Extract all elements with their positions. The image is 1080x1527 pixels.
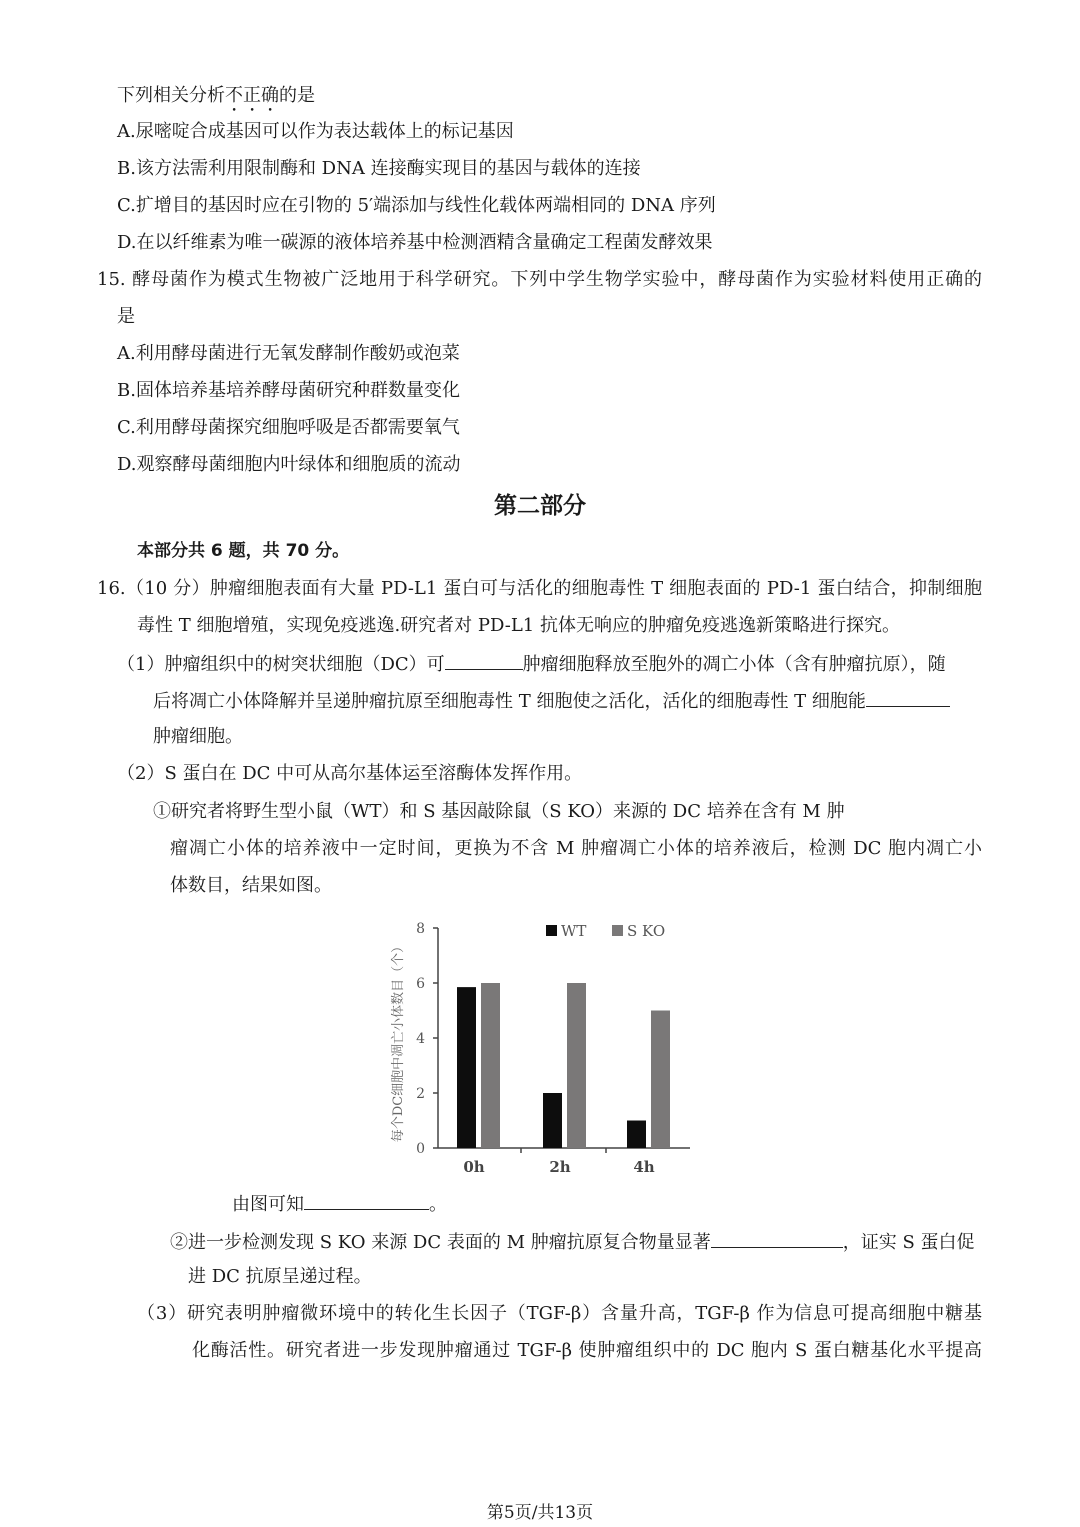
q16-part1-line3: 肿瘤细胞。 [153, 726, 243, 747]
q16-part2-sub1-line2: 瘤凋亡小体的培养液中一定时间，更换为不含 M 肿瘤凋亡小体的培养液后，检测 DC 胞内凋亡小 [170, 838, 982, 859]
legend-swatch [612, 925, 623, 936]
bar-chart [380, 905, 700, 1185]
q15-stem-line1: 15. 酵母菌作为模式生物被广泛地用于科学研究。下列中学生物学实验中，酵母菌作为实验材料使用正确的 [97, 269, 982, 290]
page-footer: 第5页/共13页 [486, 1503, 594, 1523]
q16-part3-line1: （3）研究表明肿瘤微环境中的转化生长因子（TGF-β）含量升高，TGF-β 作为信息可提高细胞中糖基 [137, 1303, 982, 1324]
q16-part2-intro: （2）S 蛋白在 DC 中可从高尔基体运至溶酶体发挥作用。 [117, 763, 583, 784]
section-title: 第二部分 [494, 493, 586, 519]
section-note: 本部分共 6 题，共 70 分。 [137, 541, 350, 561]
sub2-text-b: ，证实 S 蛋白促 [842, 1232, 975, 1253]
sub2-text-a: ②进一步检测发现 S KO 来源 DC 表面的 M 肿瘤抗原复合物量显著 [170, 1232, 711, 1253]
answer-blank-2[interactable] [866, 688, 950, 707]
q16-part2-sub2-line2: 进 DC 抗原呈递过程。 [188, 1266, 372, 1287]
legend-label: S KO [627, 922, 666, 940]
q16-part2-sub2-line1 [170, 1229, 975, 1255]
q16-part1-text-c: 后将凋亡小体降解并呈递肿瘤抗原至细胞毒性 T 细胞使之活化，活化的细胞毒性 T 细胞能 [153, 691, 866, 712]
bar-sko [567, 983, 586, 1148]
q16-part2-sub1-line1: ①研究者将野生型小鼠（WT）和 S 基因敲除鼠（S KO）来源的 DC 培养在含有 M 肿 [153, 801, 845, 822]
q16-part2-sub1-line3: 体数目，结果如图。 [170, 875, 332, 896]
x-tick-label: 0h [463, 1158, 485, 1176]
answer-blank-3[interactable] [304, 1191, 429, 1210]
y-tick-label: 4 [416, 1031, 425, 1047]
q16-part3-line2: 化酶活性。研究者进一步发现肿瘤通过 TGF-β 使肿瘤组织中的 DC 胞内 S 蛋白糖基化水平提高 [192, 1340, 982, 1361]
legend-swatch [546, 925, 557, 936]
y-tick-label: 8 [416, 921, 425, 937]
y-tick-label: 0 [416, 1141, 425, 1157]
bar-sko [651, 1011, 670, 1149]
legend-label: WT [561, 922, 587, 940]
x-tick-label: 2h [549, 1158, 571, 1176]
y-tick-label: 6 [416, 976, 425, 992]
q15-option-a: A.利用酵母菌进行无氧发酵制作酸奶或泡菜 [117, 343, 460, 364]
y-axis-label: 每个DC细胞中凋亡小体数目（个） [391, 939, 406, 1143]
conclusion-prefix: 由图可知 [232, 1194, 304, 1215]
q16-part1-line2 [153, 688, 950, 714]
q15-stem-line2: 是 [117, 306, 135, 327]
q15-option-c: C.利用酵母菌探究细胞呼吸是否都需要氧气 [117, 417, 460, 438]
bar-wt [543, 1093, 562, 1148]
q16-conclusion-line [232, 1191, 447, 1217]
y-tick-label: 2 [416, 1086, 425, 1102]
bar-wt [627, 1121, 646, 1149]
q16-part1-text-b: 肿瘤细胞释放至胞外的凋亡小体（含有肿瘤抗原），随 [522, 654, 946, 675]
q15-option-b: B.固体培养基培养酵母菌研究种群数量变化 [117, 380, 460, 401]
bar-wt [457, 987, 476, 1148]
answer-blank-4[interactable] [711, 1229, 843, 1248]
conclusion-suffix: 。 [429, 1194, 447, 1215]
q16-part1-text-a: （1）肿瘤组织中的树突状细胞（DC）可 [117, 654, 445, 675]
q16-part1-line1 [117, 651, 946, 677]
x-tick-label: 4h [633, 1158, 655, 1176]
q14-option-a: A.尿嘧啶合成基因可以作为表达载体上的标记基因 [117, 121, 514, 142]
q14-option-b: B.该方法需利用限制酶和 DNA 连接酶实现目的基因与载体的连接 [117, 158, 641, 179]
q14-stem-prefix: 下列相关分析 [117, 85, 225, 106]
q14-option-c: C.扩增目的基因时应在引物的 5′端添加与线性化载体两端相同的 DNA 序列 [117, 195, 716, 216]
bar-sko [481, 983, 500, 1148]
q15-option-d: D.观察酵母菌细胞内叶绿体和细胞质的流动 [117, 454, 461, 475]
q14-stem-suffix: 的是 [279, 85, 315, 106]
q16-stem-line2: 毒性 T 细胞增殖，实现免疫逃逸.研究者对 PD-L1 抗体无响应的肿瘤免疫逃逸新策略进行探究。 [137, 615, 900, 636]
q14-stem [117, 84, 315, 116]
q14-stem-emphasis: 不正确 [225, 85, 279, 106]
q14-option-d: D.在以纤维素为唯一碳源的液体培养基中检测酒精含量确定工程菌发酵效果 [117, 232, 713, 253]
answer-blank-1[interactable] [445, 651, 523, 670]
q16-stem-line1: 16.（10 分）肿瘤细胞表面有大量 PD-L1 蛋白可与活化的细胞毒性 T 细胞表面的 PD-1 蛋白结合，抑制细胞 [97, 578, 982, 599]
